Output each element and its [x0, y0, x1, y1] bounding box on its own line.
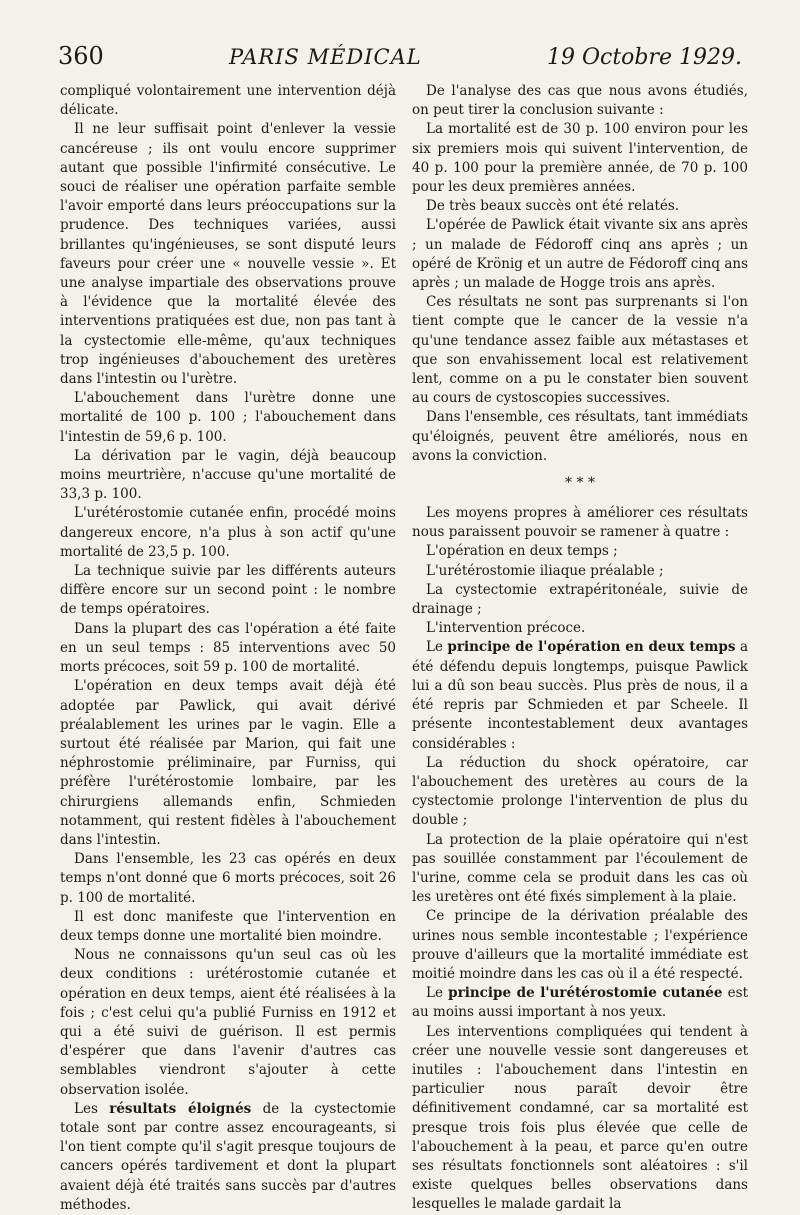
right-column	[412, 82, 748, 1215]
paragraph: La dérivation par le vagin, déjà beaucoup moins meurtrière, n'accuse qu'une mortalité de 33,3 p. 100.	[60, 447, 396, 503]
page-header	[58, 42, 742, 76]
paragraph: L'opération en deux temps avait déjà été adoptée par Pawlick, qui avait dérivé préalablement les urines par le vagin. Elle a surtout été réalisée par Marion, qui fait une néphrostomie préliminaire, par Furniss, qui préfère l'urétérostomie lombaire, par les chirurgiens allemands enfin, Schmieden notamment, qui restent fidèles à l'abouchement dans l'intestin.	[60, 678, 396, 848]
journal-title: PARIS MÉDICAL	[229, 45, 422, 69]
paragraph: Ces résultats ne sont pas surprenants si l'on tient compte que le cancer de la vessie n'a qu'une tendance assez faible aux métastases et que son envahissement local est relativement lent, comme on a pu le constater bien souvent au cours de cystoscopies successives.	[412, 294, 748, 407]
issue-date: 19 Octobre 1929.	[546, 45, 742, 70]
paragraph: La mortalité est de 30 p. 100 environ pour les six premiers mois qui suivent l'intervention, de 40 p. 100 pour la première année, de 70 p. 100 pour les deux premières années.	[412, 121, 748, 196]
section-separator: * * *	[565, 475, 595, 492]
paragraph: Il ne leur suffisait point d'enlever la vessie cancéreuse ; ils ont voulu encore supprimer autant que possible l'infirmité consécutive. Le souci de réaliser une opération parfaite semble l'avoir emporté dans leurs préoccupations sur la prudence. Des techniques variées, aussi brillantes qu'ingénieuses, se sont disputé leurs faveurs pour créer une « nouvelle vessie ». Et une analyse impartiale des observations prouve à l'évidence que la mortalité élevée des interventions pratiquées est due, non pas tant à la cystectomie elle-même, qu'aux techniques trop ingénieuses d'abouchement des uretères dans l'intestin ou l'urètre.	[60, 121, 396, 388]
paragraph: L'abouchement dans l'urètre donne une mortalité de 100 p. 100 ; l'abouchement dans l'intestin de 59,6 p. 100.	[60, 390, 396, 445]
paragraph: La technique suivie par les différents auteurs diffère encore sur un second point : le nombre de temps opératoires.	[60, 563, 396, 618]
bold-term: résultats éloignés	[109, 1100, 252, 1117]
paragraph: Dans l'ensemble, les 23 cas opérés en deux temps n'ont donné que 6 morts précoces, soit 26 p. 100 de mortalité.	[60, 851, 396, 906]
list-item: L'urétérostomie iliaque préalable ;	[426, 562, 664, 579]
text-run: de la cystectomie totale sont par contre assez encourageants, si l'on tient compte qu'il s'agit presque toujours de cancers opérés tardivement et dont la plupart avaient déjà été traités sans succès par d'autres méthodes.	[60, 1100, 396, 1213]
page-number: 360	[58, 42, 104, 70]
bold-term: principe de l'opération en deux temps	[447, 639, 736, 656]
paragraph: La réduction du shock opératoire, car l'abouchement des uretères au cours de la cystectomie prolonge l'intervention de plus du double ;	[412, 754, 748, 829]
text-run: Le	[426, 985, 449, 1002]
text-run: est au moins aussi important à nos yeux.	[412, 985, 748, 1021]
paragraph: Dans l'ensemble, ces résultats, tant immédiats qu'éloignés, peuvent être améliorés, nous en avons la conviction.	[412, 409, 748, 464]
paragraph: Il est donc manifeste que l'intervention en deux temps donne une mortalité bien moindre.	[60, 908, 396, 944]
text-run: a été défendu depuis longtemps, puisque Pawlick lui a dû son beau succès. Plus près de nous, il a été repris par Schmieden et par Scheele. Il présente incontestablement deux avantages considérables :	[412, 639, 748, 752]
paragraph: De l'analyse des cas que nous avons étudiés, on peut tirer la conclusion suivante :	[412, 83, 748, 119]
list-item: L'intervention précoce.	[426, 620, 586, 637]
paragraph: Ce principe de la dérivation préalable des urines nous semble incontestable ; l'expérience prouve d'ailleurs que la mortalité immédiate est moitié moindre dans les cas où il a été respecté.	[412, 908, 748, 982]
paragraph: Les moyens propres à améliorer ces résultats nous paraissent pouvoir se ramener à quatre :	[412, 505, 748, 541]
paragraph	[60, 1100, 396, 1215]
paragraph	[412, 984, 748, 1022]
list-item: La cystectomie extrapéritonéale, suivie de drainage ;	[412, 581, 748, 618]
list-item: L'opération en deux temps ;	[426, 543, 618, 560]
bold-term: principe de l'urétérostomie cutanée	[448, 985, 723, 1002]
paragraph: compliqué volontairement une intervention déjà délicate.	[60, 83, 396, 119]
paragraph: L'urétérostomie cutanée enfin, procédé moins dangereux encore, n'a plus à son actif qu'une mortalité de 23,5 p. 100.	[60, 505, 396, 560]
paragraph: La protection de la plaie opératoire qui n'est pas souillée constamment par l'écoulement de l'urine, comme cela se produit dans les cas où les uretères ont été fixés simplement à la plaie.	[412, 831, 748, 906]
left-column	[60, 82, 396, 1215]
paragraph: L'opérée de Pawlick était vivante six ans après ; un malade de Fédoroff cinq ans après ; un opéré de Krönig et un autre de Fédoroff cinq ans après ; un malade de Hogge trois ans après.	[412, 217, 748, 292]
paragraph: Dans la plupart des cas l'opération a été faite en un seul temps : 85 interventions avec 50 morts précoces, soit 59 p. 100 de mortalité.	[60, 620, 396, 676]
text-run: Les	[74, 1100, 110, 1117]
paragraph: Nous ne connaissons qu'un seul cas où les deux conditions : urétérostomie cutanée et opération en deux temps, aient été réalisées à la fois ; c'est celui qu'a publié Furniss en 1912 et qui a été suivi de guérison. Il est permis d'espérer que dans l'avenir d'autres cas semblables viendront s'ajouter à cette observation isolée.	[60, 947, 396, 1098]
paragraph	[412, 638, 748, 753]
paragraph: De très beaux succès ont été relatés.	[426, 198, 680, 215]
paragraph: Les interventions compliquées qui tendent à créer une nouvelle vessie sont dangereuses et inutiles : l'abouchement dans l'intestin en particulier nous paraît devoir être définitivement condamné, car sa mortalité est presque trois fois plus élevée que celle de l'abouchement à la peau, et parce qu'en outre ses résultats fonctionnels sont aléatoires : s'il existe quelques belles observations dans lesquelles le malade gardait la	[412, 1023, 748, 1213]
text-run: Le	[426, 639, 448, 656]
